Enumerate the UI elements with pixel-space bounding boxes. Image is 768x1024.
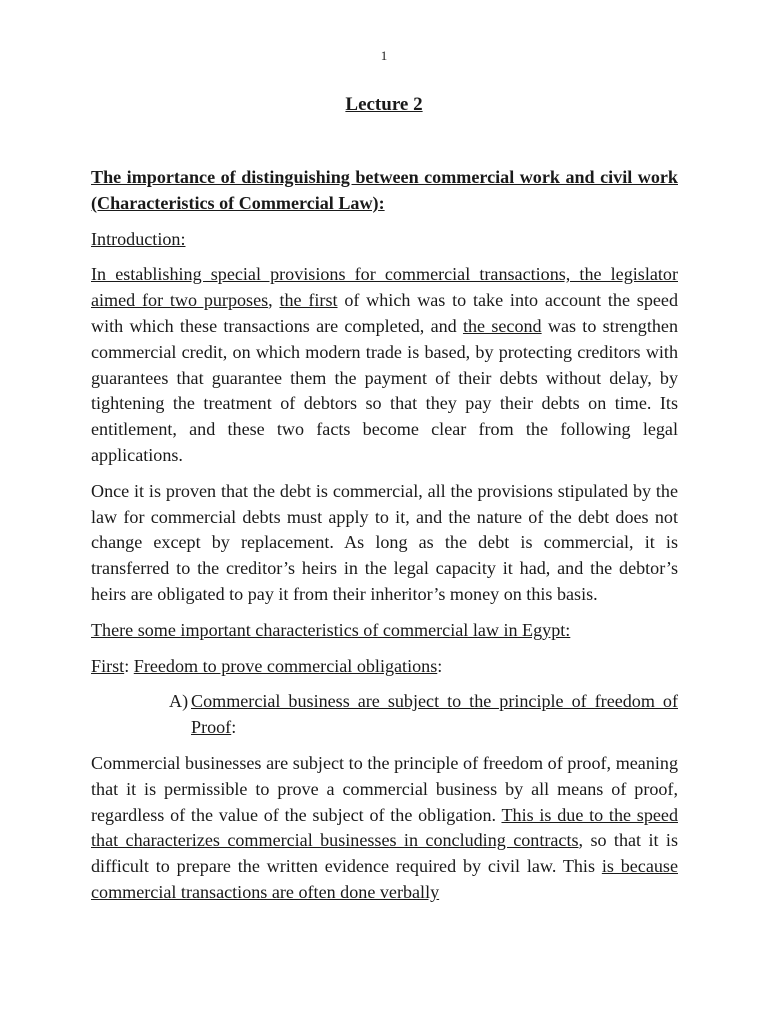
intro-text-1: , (268, 290, 280, 311)
proof-text-1: Commercial businesses are subject to the principle of freedom of proof, meaning that it is permissible to prove a commercial business by all means of proof, regardless of the value of the subject of the obligation. (91, 752, 678, 825)
subsection-a-marker: A) (169, 691, 189, 712)
page-number: 1 (380, 48, 388, 63)
proof-underline-2: is because commercial transactions are often done verbally (91, 856, 678, 902)
subsection-a-heading (191, 689, 678, 741)
first-separator: : (124, 655, 134, 676)
proof-paragraph (91, 751, 678, 906)
intro-the-first: the first (279, 290, 338, 311)
intro-paragraph (91, 262, 678, 468)
intro-text-3: was to strengthen commercial credit, on which modern trade is based, by protecting creditors with guarantees that guarantee them the payment of their debts without delay, by tightening the treatment of debtors so that they pay their debts on time. Its entitlement, and these two facts become clear from the following legal applications. (91, 315, 679, 465)
debt-paragraph: Once it is proven that the debt is commercial, all the provisions stipulated by the law for commercial debts must apply to it, and the nature of the debt does not change except by replacement. As long as the debt is commercial, it is transferred to the creditor’s heirs in the legal capacity it had, and the debtor’s heirs are obligated to pay it from their inheritor’s money on this basis. (91, 480, 678, 604)
intro-purposes-text: In establishing special provisions for commercial transactions, the legislator aimed for two purposes (91, 264, 678, 311)
introduction-label: Introduction: (91, 228, 186, 249)
first-label: First (91, 655, 125, 676)
document-body (91, 165, 678, 906)
proof-text-2: , so that it is difficult to prepare the written evidence required by civil law. This (91, 830, 678, 877)
intro-text-2: of which was to take into account the speed with which these transactions are completed, and (91, 290, 679, 336)
characteristics-label: There some important characteristics of commercial law in Egypt: (91, 619, 571, 640)
section-heading (91, 165, 678, 217)
first-characteristic-colon: : (437, 655, 443, 676)
section-heading-text: The importance of distinguishing between commercial work and civil work (Characteristics of Commercial Law) (91, 167, 678, 213)
subsection-a-text: Commercial business are subject to the principle of freedom of Proof (191, 691, 678, 738)
subsection-a (169, 689, 678, 741)
section-heading-colon: : (378, 192, 385, 213)
subsection-a-colon: : (231, 717, 237, 738)
lecture-title: Lecture 2 (345, 94, 423, 115)
intro-the-second: the second (462, 315, 542, 336)
first-characteristic (91, 654, 678, 680)
first-characteristic-text: Freedom to prove commercial obligations (133, 655, 438, 676)
proof-underline-1: This is due to the speed that characterizes commercial businesses in concluding contracts (91, 804, 678, 851)
